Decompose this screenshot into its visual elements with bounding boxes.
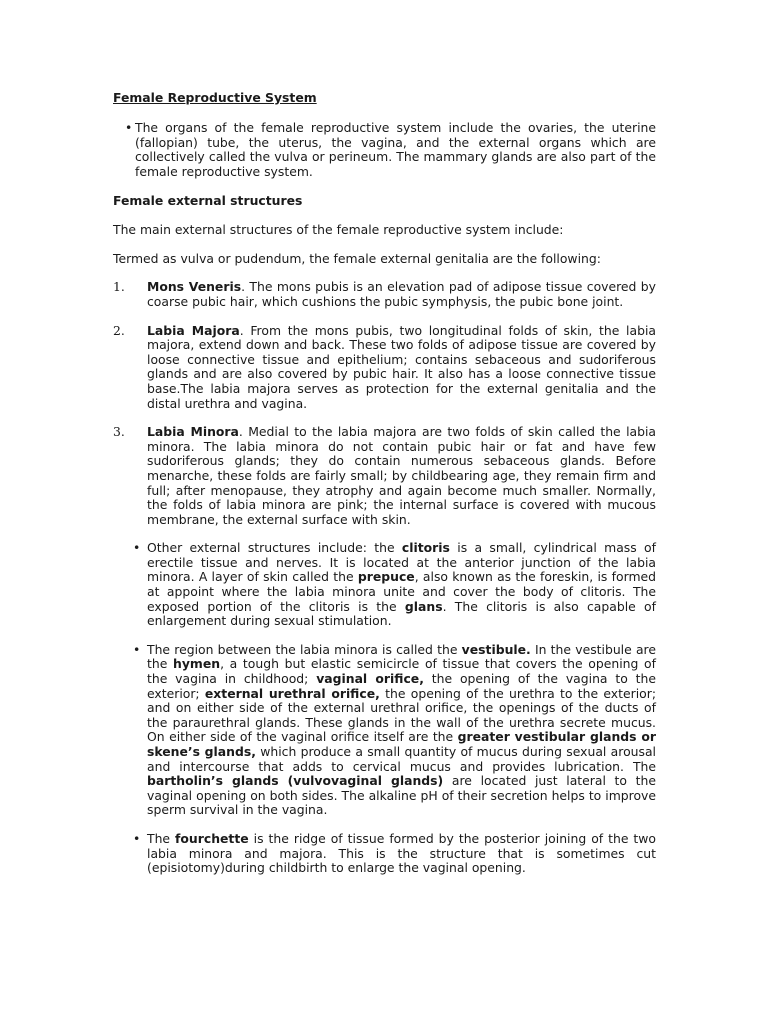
bullet-text: The fourchette is the ridge of tissue formed by the posterior joining of the two labia minora and majora. This is the structure that is sometimes cut (episiotomy)during childbirth to enlarge the vaginal opening. [147,830,656,876]
bullet-text: The region between the labia minora is called the vestibule. In the vestibule are the hymen, a tough but elastic semicircle of tissue that covers the opening of the vagina in childhood; vaginal orifice, the opening of the vagina to the exterior; external urethral orifice, the opening of the urethra to the exterior; and on either side of the external urethral orifice, the openings of the ducts of the paraurethral glands. These glands in the wall of the urethra secrete mucus. On either side of the vaginal orifice itself are the greater vestibular glands or skene’s glands, which produce a small quantity of mucus during sexual arousal and intercourse that adds to cervical mucus and provides lubrication. The bartholin’s glands (vulvovaginal glands) are located just lateral to the vaginal opening on both sides. The alkaline pH of their secretion helps to improve sperm survival in the vagina. [147,641,656,818]
bullet-text: Other external structures include: the clitoris is a small, cylindrical mass of erectile tissue and nerves. It is located at the anterior junction of the labia minora. A layer of skin called the prepuce, also known as the foreskin, is formed at appoint where the labia minora unite and cover the body of clitoris. The exposed portion of the clitoris is the glans. The clitoris is also capable of enlargement during sexual stimulation. [147,540,657,629]
definition-text: . From the mons pubis, two longitudinal folds of skin, the labia majora, extend down and back. These two folds of adipose tissue are covered by loose connective tissue and epithelium; contains sebaceous and sudoriferous glands and are also covered by pubic hair. It also has a loose connective tissue base.The labia majora serves as protection for the external genitalia and the distal urethra and vagina. [147,322,656,411]
definition-text: . The mons pubis is an elevation pad of adipose tissue covered by coarse pubic hair, which cushions the pubic symphysis, the pubic bone joint. [147,279,657,309]
page-title: Female Reproductive System [113,90,317,105]
paragraph-vulva: Termed as vulva or pudendum, the female external genitalia are the following: [113,251,601,267]
term-vaginal-orifice: vaginal orifice, [316,671,424,687]
paragraph-main-structures: The main external structures of the female reproductive system include: [113,222,564,238]
bullet-icon: • [125,120,133,135]
term-fourchette: fourchette [175,830,249,846]
term-mons-veneris: Mons Veneris [147,279,242,295]
list-number: 3. [113,424,125,440]
definition-text: . Medial to the labia majora are two folds of skin called the labia minora. The labia minora do not contain pubic hair or fat and have few sudoriferous glands; they do contain numerous sebaceous glands. Before menarche, these folds are fairly small; by childbearing age, they remain firm and full; after menopause, they atrophy and again become much smaller. Normally, the folds of labia minora are pink; the internal surface is covered with mucous membrane, the external surface with skin. [147,424,656,527]
term-clitoris: clitoris [401,540,450,556]
term-vestibule: vestibule. [461,641,531,657]
bullet-clitoris [113,541,656,629]
intro-text: The organs of the female reproductive system include the ovaries, the uterine (fallopian) tube, the uterus, the vagina, and the external organs which are collectively called the vulva or perineum. The mammary glands are also part of the female reproductive system. [135,120,656,179]
list-item-mons-veneris [113,280,656,309]
bullet-icon: • [133,540,141,556]
list-item-labia-minora [113,425,656,527]
intro-bullet [113,121,656,179]
term-labia-majora: Labia Majora [147,322,240,338]
list-number: 2. [113,322,125,338]
document-page [113,90,656,890]
term-external-urethral-orifice: external urethral orifice, [204,685,380,701]
bullet-vestibule [113,643,656,818]
bullet-icon: • [133,641,141,657]
term-glans: glans [404,598,443,614]
bullet-fourchette [113,832,656,876]
term-greater-vestibular-glands: greater vestibular glands or skene’s glands, [147,729,656,759]
list-item-labia-majora [113,324,656,412]
list-number: 1. [113,279,125,295]
bullet-icon: • [133,830,141,846]
term-labia-minora: Labia Minora [147,424,239,440]
term-bartholins-glands: bartholin’s glands (vulvovaginal glands) [147,773,444,789]
term-prepuce: prepuce [357,569,415,585]
term-hymen: hymen [173,656,221,672]
section-heading: Female external structures [113,193,303,209]
